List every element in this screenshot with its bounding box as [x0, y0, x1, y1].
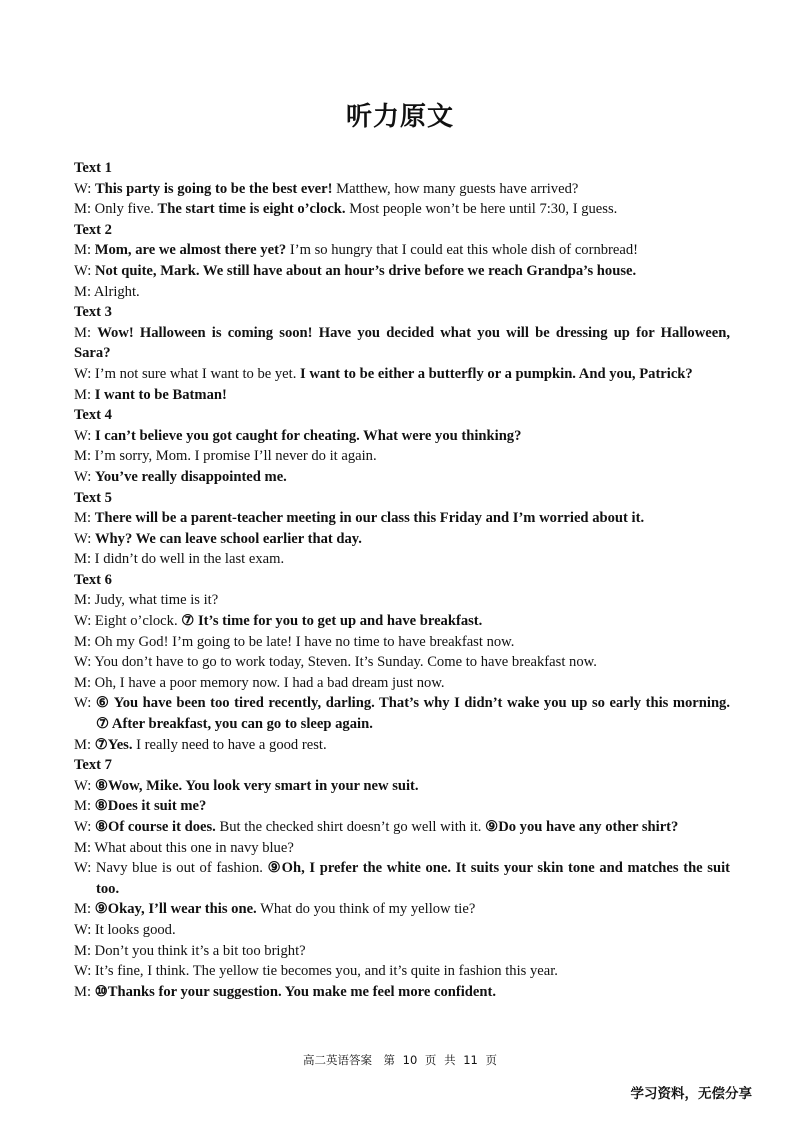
key-sentence: ⑩Thanks for your suggestion. You make me feel more confident. — [94, 983, 496, 1000]
section-heading — [74, 488, 730, 509]
line-text: M: — [74, 983, 95, 1000]
line-text: W: — [74, 180, 95, 197]
transcript-line — [74, 632, 730, 653]
line-text: M: I didn’t do well in the last exam. — [74, 551, 285, 568]
transcript-line — [74, 467, 730, 488]
transcript-line — [74, 364, 730, 385]
transcript-line — [74, 776, 730, 797]
transcript-line — [74, 343, 730, 364]
key-sentence: Why? We can leave school earlier that day. — [94, 530, 362, 547]
key-sentence: ⑧Does it suit me? — [94, 798, 207, 815]
line-text: W: — [74, 819, 95, 835]
line-text: W: — [74, 427, 95, 444]
line-text: W: I’m not sure what I want to be yet. — [74, 365, 301, 382]
section-heading — [74, 405, 730, 426]
line-text: M: — [74, 242, 95, 259]
key-sentence: You’ve really disappointed me. — [94, 468, 287, 485]
transcript-line — [74, 941, 730, 962]
line-text: M: Alright. — [74, 283, 140, 300]
transcript-line — [74, 673, 730, 694]
section-heading — [74, 755, 730, 776]
line-text: W: — [74, 777, 95, 794]
line-text: Text 1 — [74, 160, 112, 176]
line-text: But the checked shirt doesn’t go well with it. — [215, 819, 486, 835]
transcript-line — [74, 796, 730, 817]
transcript-line — [74, 693, 730, 714]
transcript-line — [74, 817, 730, 838]
key-sentence: There will be a parent-teacher meeting in our class this Friday and I’m worried about it. — [94, 510, 645, 527]
transcript-line — [74, 920, 730, 941]
line-text: Text 2 — [74, 221, 112, 238]
key-sentence: The start time is eight o’clock. — [157, 201, 346, 218]
section-heading — [74, 158, 730, 179]
transcript-line — [74, 611, 730, 632]
key-sentence: Sara? — [74, 345, 111, 362]
line-text: M: — [74, 386, 95, 403]
transcript-line — [74, 323, 730, 344]
line-text: M: Judy, what time is it? — [74, 592, 219, 609]
line-text: W: Navy blue is out of fashion. — [74, 860, 268, 877]
transcript-line — [74, 735, 730, 756]
transcript-line — [74, 899, 730, 920]
line-text: W: — [74, 262, 95, 279]
line-text: M: I’m sorry, Mom. I promise I’ll never do it again. — [74, 448, 377, 465]
transcript-line — [74, 549, 730, 570]
key-sentence: ⑦ After breakfast, you can go to sleep again. — [96, 716, 373, 733]
line-text: M: Oh, I have a poor memory now. I had a bad dream just now. — [74, 674, 445, 691]
line-text: M: What about this one in navy blue? — [74, 839, 294, 856]
line-text: M: — [74, 901, 95, 918]
key-sentence: ⑧Of course it does. — [94, 819, 216, 835]
key-sentence: ⑨Oh, I prefer the white one. It suits your skin tone and matches the suit — [267, 860, 730, 877]
transcript-line — [74, 714, 730, 735]
transcript-line — [74, 261, 730, 282]
key-sentence: This party is going to be the best ever! — [94, 180, 333, 197]
transcript-line — [74, 179, 730, 200]
line-text: W: — [74, 695, 96, 712]
line-text: Text 7 — [74, 757, 112, 774]
key-sentence: Wow! Halloween is coming soon! Have you decided what you will be dressing up for Halloween, — [97, 324, 730, 341]
line-text: W: It looks good. — [74, 921, 176, 938]
line-text: W: Eight o’clock. — [74, 613, 182, 630]
line-text: M: Oh my God! I’m going to be late! I have no time to have breakfast now. — [74, 633, 515, 650]
key-sentence: ⑥ You have been too tired recently, darling. That’s why I didn’t wake you up so early this morning. — [95, 695, 731, 712]
key-sentence: ⑨Do you have any other shirt? — [485, 819, 679, 835]
transcript-body — [74, 158, 730, 1002]
transcript-line — [74, 590, 730, 611]
line-text: I’m so hungry that I could eat this whole dish of cornbread! — [286, 242, 639, 259]
section-heading — [74, 302, 730, 323]
key-sentence: I can’t believe you got caught for cheating. What were you thinking? — [94, 427, 522, 444]
transcript-line — [74, 426, 730, 447]
key-sentence: Mom, are we almost there yet? — [94, 242, 287, 259]
transcript-line — [74, 282, 730, 303]
key-sentence: ⑧Wow, Mike. You look very smart in your new suit. — [94, 777, 419, 794]
section-heading — [74, 570, 730, 591]
line-text: M: — [74, 798, 95, 815]
line-text: M: Don’t you think it’s a bit too bright? — [74, 942, 306, 959]
transcript-line — [74, 385, 730, 406]
line-text: M: Only five. — [74, 201, 158, 218]
line-text: W: — [74, 530, 95, 547]
share-note: 学习资料，无偿分享 — [630, 1086, 752, 1102]
key-sentence: Not quite, Mark. We still have about an hour’s drive before we reach Grandpa’s house. — [94, 262, 637, 279]
line-text: What do you think of my yellow tie? — [256, 901, 476, 918]
transcript-line — [74, 446, 730, 467]
transcript-line — [74, 858, 730, 879]
line-text: M: — [74, 510, 95, 527]
transcript-line — [74, 652, 730, 673]
line-text: Text 4 — [74, 407, 112, 424]
key-sentence: too. — [96, 880, 120, 897]
line-text: Text 3 — [74, 304, 112, 321]
transcript-line — [74, 961, 730, 982]
key-sentence: I want to be either a butterfly or a pumpkin. And you, Patrick? — [300, 365, 693, 382]
transcript-line — [74, 240, 730, 261]
transcript-line — [74, 529, 730, 550]
line-text: Matthew, how many guests have arrived? — [332, 180, 579, 197]
line-text: I really need to have a good rest. — [132, 736, 327, 753]
section-heading — [74, 220, 730, 241]
transcript-line — [74, 838, 730, 859]
transcript-line — [74, 879, 730, 900]
key-sentence: ⑨Okay, I’ll wear this one. — [94, 901, 257, 918]
transcript-line — [74, 199, 730, 220]
key-sentence: ⑦ It’s time for you to get up and have breakfast. — [181, 613, 483, 630]
line-text: W: — [74, 468, 95, 485]
transcript-line — [74, 508, 730, 529]
line-text: Most people won’t be here until 7:30, I guess. — [345, 201, 618, 218]
page-footer: 高二英语答案 第 10 页 共 11 页 — [302, 1053, 498, 1067]
line-text: Text 6 — [74, 571, 112, 588]
line-text: W: It’s fine, I think. The yellow tie becomes you, and it’s quite in fashion this year. — [74, 963, 558, 980]
line-text: Text 5 — [74, 489, 112, 506]
key-sentence: I want to be Batman! — [94, 386, 227, 403]
line-text: W: You don’t have to go to work today, Steven. It’s Sunday. Come to have breakfast now. — [74, 654, 597, 671]
page-title: 听力原文 — [345, 102, 454, 132]
key-sentence: ⑦Yes. — [94, 736, 133, 753]
line-text: M: — [74, 736, 95, 753]
transcript-line — [74, 982, 730, 1003]
line-text: M: — [74, 324, 98, 341]
